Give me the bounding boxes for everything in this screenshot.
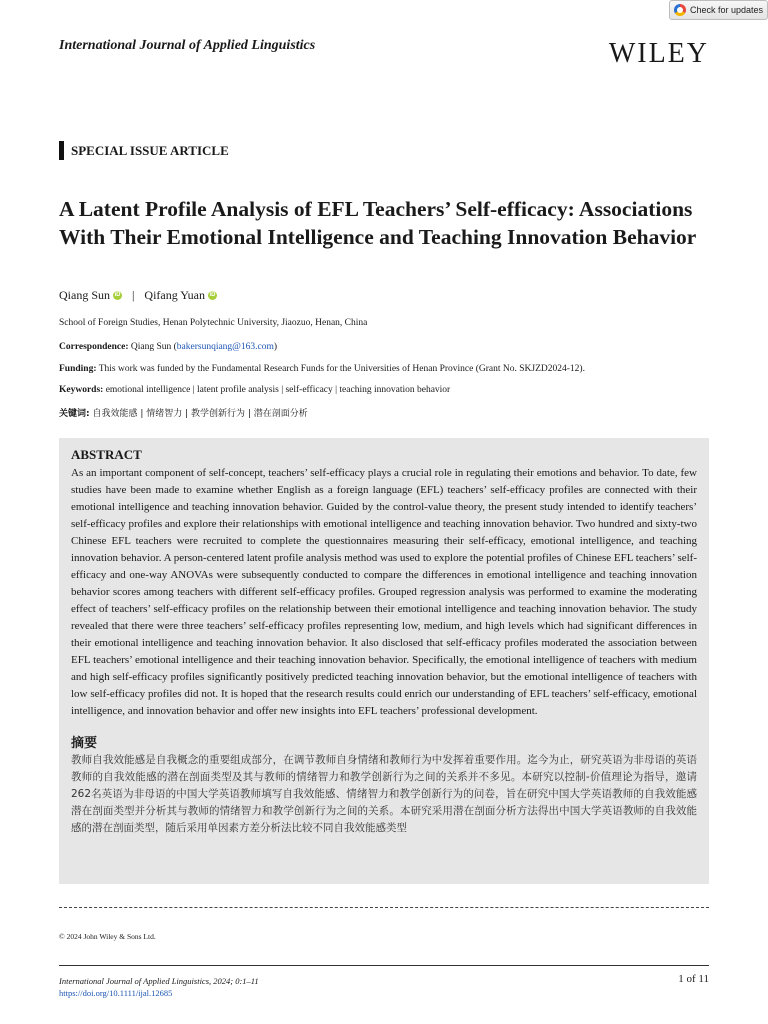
- abstract-text: As an important component of self-concept, teachers’ self-efficacy plays a crucial role in regulating their emotions and behavior. To date, few studies have been made to examine whether English as a foreign language (EFL) teachers’ self-efficacy profiles are connected with their emotional intelligence and teaching innovation behavior. Guided by the control-value theory, the present study intended to identify teachers’ self-efficacy profiles and explore their relationships with emotional intelligence and teaching innovation behavior. Two hundred and sixty-two Chinese EFL teachers were recruited to complete the questionnaires measuring their self-efficacy, emotional intelligence, and teaching innovation behavior. A person-centered latent profile analysis method was used to explore the potential profiles of Chinese EFL teachers’ self-efficacy and one-way ANOVAs were subsequently conducted to compare the differences in emotional intelligence and teaching innovation behavior scores among teachers with different self-efficacy profiles. Grouped regression analysis was performed to examine the moderating effect of teachers’ self-efficacy profiles on the relationship between their emotional intelligence and teaching innovation behavior. The study revealed that there were three teachers’ self-efficacy profiles representing low, medium, and high levels which had significant differences in their emotional intelligence and teaching innovation behavior. It also disclosed that self-efficacy profiles moderated the association between EFL teachers’ emotional intelligence and their teaching innovation behavior. Specifically, the emotional intelligence of teachers with medium and high self-efficacy profiles significantly positively predicted teaching innovation behavior, but the emotional intelligence of teachers with low self-efficacy profiles did not. It is hoped that the research results could enrich our understanding of EFL teachers’ self-efficacy, emotional intelligence, and innovation behavior and offer new insights into EFL teachers’ professional development.: [71, 467, 697, 717]
- footer-citation: International Journal of Applied Linguistics, 2024; 0:1–11: [59, 976, 259, 986]
- article-title: A Latent Profile Analysis of EFL Teachers’ Self-efficacy: Associations With Their Emotional Intelligence and Teaching Innovation Behavior: [59, 197, 697, 249]
- footer-divider: [59, 965, 709, 966]
- doi-link[interactable]: https://doi.org/10.1111/ijal.12685: [59, 988, 173, 998]
- copyright-notice: © 2024 John Wiley & Sons Ltd.: [59, 932, 156, 941]
- correspondence-label: Correspondence:: [59, 342, 129, 352]
- author-name[interactable]: Qiang Sun: [59, 288, 110, 302]
- correspondence: Correspondence: Qiang Sun (bakersunqiang@163.com): [59, 342, 278, 352]
- keywords-cn-text: 自我效能感 | 情绪智力 | 教学创新行为 | 潜在剖面分析: [92, 409, 308, 419]
- author-list: [59, 288, 217, 303]
- crossmark-icon: [674, 4, 686, 16]
- footer-citation-block: [59, 975, 259, 999]
- affiliation: School of Foreign Studies, Henan Polytechnic University, Jiaozuo, Henan, China: [59, 318, 368, 328]
- abstract-cn-heading: 摘要: [71, 736, 98, 751]
- keywords-cn-label: 关键词:: [59, 409, 90, 419]
- abstract-heading: ABSTRACT: [71, 447, 142, 462]
- funding-text: This work was funded by the Fundamental Research Funds for the Universities of Henan Province (Grant No. SKJZD2024-12).: [98, 364, 585, 374]
- funding: [59, 364, 585, 374]
- publisher-logo: WILEY: [608, 38, 709, 69]
- orcid-icon[interactable]: iD: [114, 292, 121, 298]
- orcid-icon[interactable]: iD: [209, 292, 216, 298]
- correspondence-email-link[interactable]: bakersunqiang@163.com: [176, 342, 274, 352]
- check-for-updates-label: Check for updates: [690, 5, 764, 15]
- journal-name: International Journal of Applied Linguistics: [59, 38, 316, 53]
- funding-label: Funding:: [59, 364, 97, 374]
- page-number: 1 of 11: [678, 973, 709, 985]
- keywords-text: emotional intelligence | latent profile analysis | self-efficacy | teaching innovation behavior: [105, 385, 451, 395]
- keywords-cn: [59, 406, 308, 419]
- section-divider: [59, 907, 709, 908]
- check-for-updates-button[interactable]: [669, 0, 768, 20]
- author-separator: |: [132, 288, 135, 302]
- correspondence-name: Qiang Sun: [130, 342, 172, 352]
- keywords: [59, 385, 450, 395]
- abstract-box: [59, 438, 709, 884]
- author-name[interactable]: Qifang Yuan: [144, 288, 205, 302]
- abstract-cn-text: 教师自我效能感是自我概念的重要组成部分，在调节教师自身情绪和教师行为中发挥着重要作用。迄今为止，研究英语为非母语的英语教师的自我效能感的潜在剖面类型及其与教师的情绪智力和教学创新行为之间的关系并不多见。本研究以控制-价值理论为指导，邀请262名英语为非母语的中国大学英语教师填写自我效能感、情绪智力和教学创新行为的问卷，旨在研究中国大学英语教师的自我效能感潜在剖面类型并分析其与教师的情绪智力和教学创新行为之间的关系。本研究采用潜在剖面分析方法得出中国大学英语教师的自我效能感的潜在剖面类型，随后采用单因素方差分析法比较不同自我效能感类型: [71, 754, 697, 834]
- keywords-label: Keywords:: [59, 385, 104, 395]
- article-type-label: SPECIAL ISSUE ARTICLE: [59, 141, 229, 160]
